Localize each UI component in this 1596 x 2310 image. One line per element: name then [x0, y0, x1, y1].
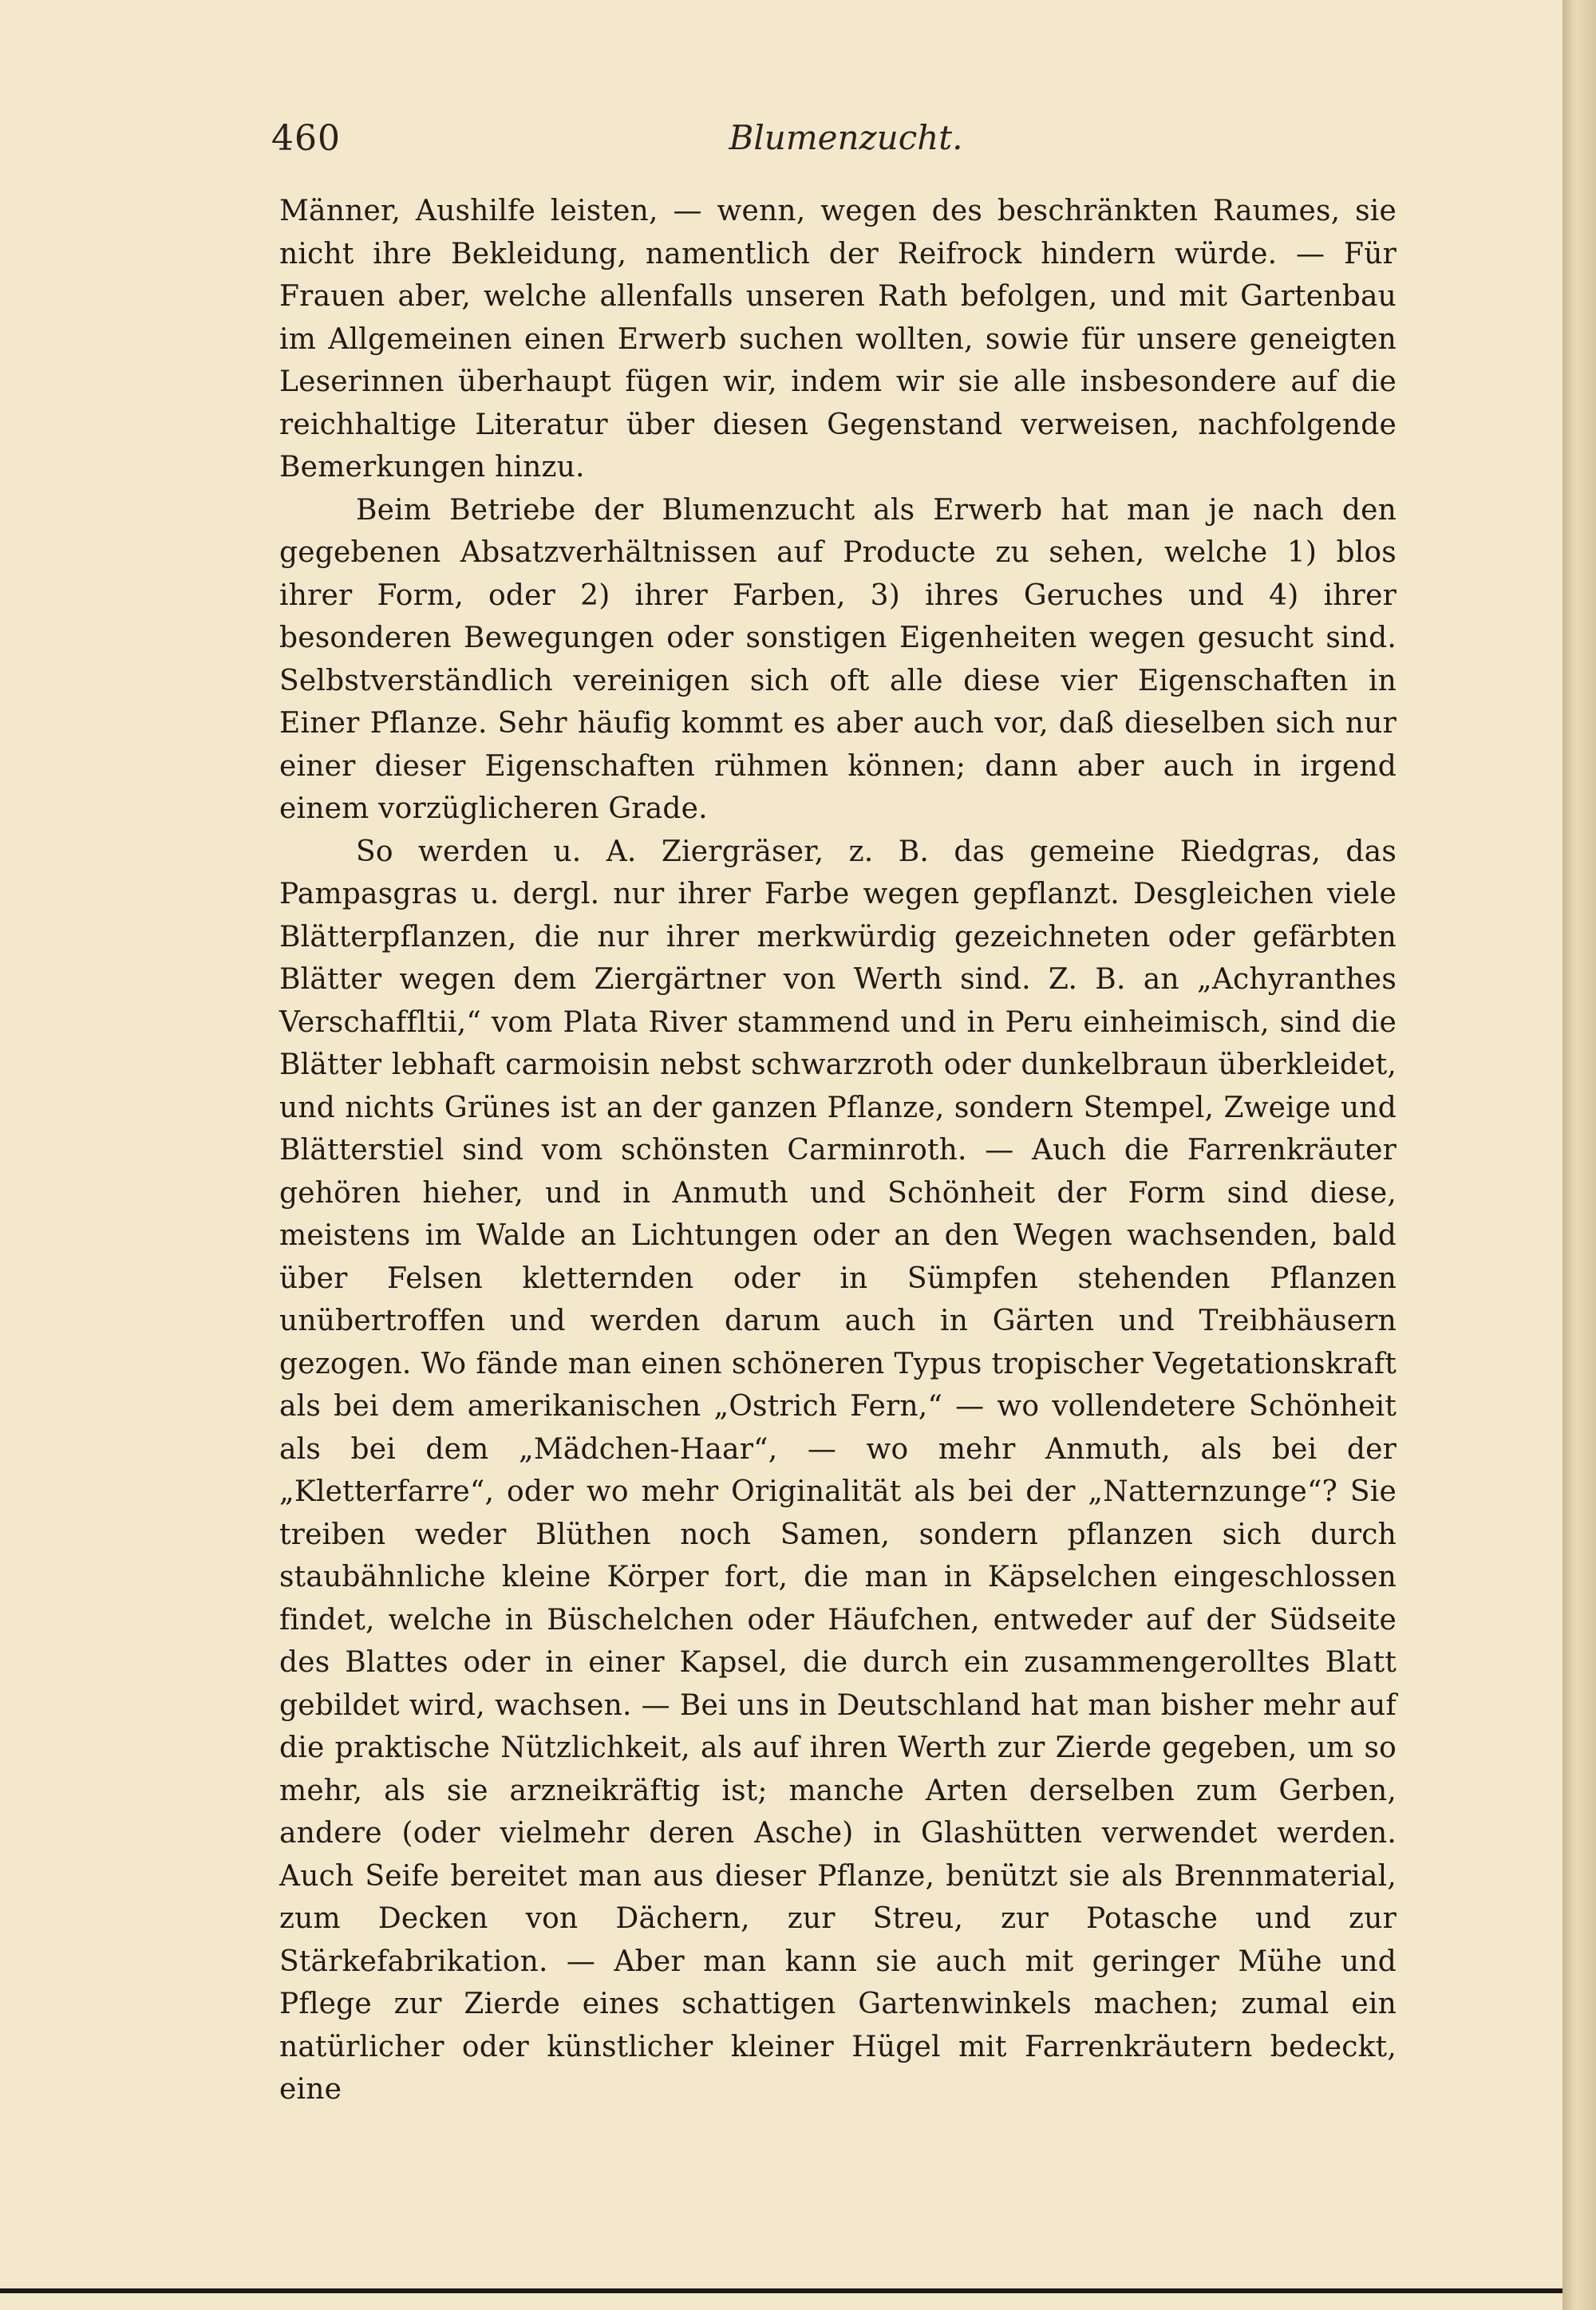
- page-number: 460: [271, 118, 341, 159]
- paragraph: Beim Betriebe der Blumenzucht als Erwerb hat man je nach den gegebenen Absatzverhältnissen auf Producte zu sehen, welche 1) blos ihrer Form, oder 2) ihrer Farben, 3) ihres Geruches und 4) ihrer besonderen Bewegungen oder sonstigen Eigenheiten wegen gesucht sind. Selbstverständlich vereinigen sich oft alle diese vier Eigenschaften in Einer Pflanze. Sehr häufig kommt es aber auch vor, daß dieselben sich nur einer dieser Eigenschaften rühmen können; dann aber auch in irgend einem vorzüglicheren Grade.: [279, 493, 1396, 825]
- page-edge: [1562, 0, 1596, 2310]
- paragraph: Männer, Aushilfe leisten, — wenn, wegen des beschränkten Raumes, sie nicht ihre Bekleidung, namentlich der Reifrock hindern würde. — Für Frauen aber, welche allenfalls unseren Rath befolgen, und mit Gartenbau im Allgemeinen einen Erwerb suchen wollten, sowie für unsere geneigten Leserinnen überhaupt fügen wir, indem wir sie alle insbesondere auf die reichhaltige Literatur über diesen Gegenstand verweisen, nachfolgende Bemerkungen hinzu.: [279, 195, 1396, 484]
- running-title: Blumenzucht.: [729, 118, 963, 157]
- bottom-border: [0, 2288, 1562, 2293]
- body-text: [279, 190, 1396, 2111]
- paragraph: So werden u. A. Ziergräser, z. B. das gemeine Riedgras, das Pampasgras u. dergl. nur ihrer Farbe wegen gepflanzt. Desgleichen viele Blätterpflanzen, die nur ihrer merkwürdig gezeichneten oder gefärbten Blätter wegen dem Ziergärtner von Werth sind. Z. B. an „Achyranthes Verschaffltii,“ vom Plata River stammend und in Peru einheimisch, sind die Blätter lebhaft carmoisin nebst schwarzroth oder dunkelbraun überkleidet, und nichts Grünes ist an der ganzen Pflanze, sondern Stempel, Zweige und Blätterstiel sind vom schönsten Carminroth. — Auch die Farrenkräuter gehören hieher, und in Anmuth und Schönheit der Form sind diese, meistens im Walde an Lichtungen oder an den Wegen wachsenden, bald über Felsen kletternden oder in Sümpfen stehenden Pflanzen unübertroffen und werden darum auch in Gärten und Treibhäusern gezogen. Wo fände man einen schöneren Typus tropischer Vegetationskraft als bei dem amerikanischen „Ostrich Fern,“ — wo vollendetere Schönheit als bei dem „Mädchen-Haar“, — wo mehr Anmuth, als bei der „Kletterfarre“, oder wo mehr Originalität als bei der „Natternzunge“? Sie treiben weder Blüthen noch Samen, sondern pflanzen sich durch staubähnliche kleine Körper fort, die man in Käpselchen eingeschlossen findet, welche in Büschelchen oder Häufchen, entweder auf der Südseite des Blattes oder in einer Kapsel, die durch ein zusammengerolltes Blatt gebildet wird, wachsen. — Bei uns in Deutschland hat man bisher mehr auf die praktische Nützlichkeit, als auf ihren Werth zur Zierde gegeben, um so mehr, als sie arzneikräftig ist; manche Arten derselben zum Gerben, andere (oder vielmehr deren Asche) in Glashütten verwendet werden. Auch Seife bereitet man aus dieser Pflanze, benützt sie als Brennmaterial, zum Decken von Dächern, zur Streu, zur Potasche und zur Stärkefabrikation. — Aber man kann sie auch mit geringer Mühe und Pflege zur Zierde eines schattigen Gartenwinkels machen; zumal ein natürlicher oder künstlicher kleiner Hügel mit Farrenkräutern bedeckt, eine: [279, 835, 1396, 2106]
- page-header: [271, 118, 1420, 166]
